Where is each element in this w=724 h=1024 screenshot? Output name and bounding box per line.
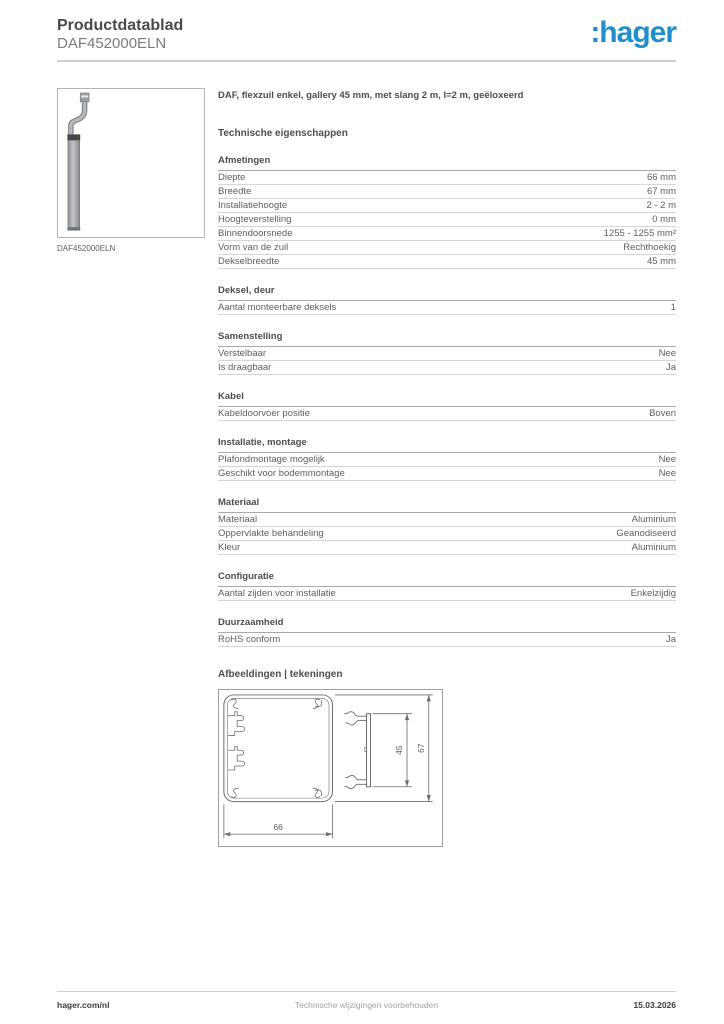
spec-row — [218, 407, 676, 421]
spec-label: Geschikt voor bodemmontage — [218, 468, 345, 479]
spec-row — [218, 301, 676, 315]
header-title-block — [57, 16, 183, 53]
spec-value: 1255 - 1255 mm² — [603, 228, 676, 239]
spec-section-heading: Afmetingen — [218, 155, 676, 171]
spec-section — [218, 437, 676, 481]
spec-value: 67 mm — [646, 186, 676, 197]
product-image-caption: DAF452000ELN — [57, 244, 116, 253]
spec-section-heading: Configuratie — [218, 571, 676, 587]
spec-value: Geanodiseerd — [616, 528, 676, 539]
spec-value: Enkelzijdig — [630, 588, 676, 599]
spec-row — [218, 453, 676, 467]
spec-value: Ja — [665, 362, 676, 373]
spec-label: Vorm van de zuil — [218, 242, 289, 253]
dimension-width-label: 66 — [273, 822, 283, 833]
spec-row — [218, 227, 676, 241]
spec-row — [218, 241, 676, 255]
specs-title: Technische eigenschappen — [218, 128, 348, 139]
spec-section — [218, 497, 676, 555]
spec-label: Oppervlakte behandeling — [218, 528, 324, 539]
spec-section-heading: Materiaal — [218, 497, 676, 513]
product-description: DAF, flexzuil enkel, gallery 45 mm, met slang 2 m, l=2 m, geëloxeerd — [218, 90, 524, 101]
spec-value: Nee — [658, 454, 676, 465]
spec-row — [218, 199, 676, 213]
technical-drawing — [218, 689, 443, 847]
footer — [57, 991, 676, 1010]
spec-value: 1 — [670, 302, 676, 313]
spec-label: RoHS conform — [218, 634, 281, 645]
page-title: Productdatablad — [57, 17, 184, 34]
spec-value: Boven — [649, 408, 676, 419]
spec-label: Hoogteverstelling — [218, 214, 292, 225]
spec-value: Aluminium — [631, 514, 676, 525]
spec-row — [218, 171, 676, 185]
spec-section — [218, 285, 676, 315]
spec-section — [218, 331, 676, 375]
dimension-cover-label: 45 — [394, 745, 405, 755]
spec-label: Kabeldoorvoer positie — [218, 408, 310, 419]
spec-row — [218, 513, 676, 527]
profile-cross-section-drawing — [219, 690, 442, 846]
spec-value: Nee — [658, 468, 676, 479]
left-column — [57, 88, 205, 847]
dimension-height-label: 67 — [415, 743, 426, 753]
spec-label: Is draagbaar — [218, 362, 272, 373]
spec-label: Aantal monteerbare deksels — [218, 302, 337, 313]
spec-label: Verstelbaar — [218, 348, 267, 359]
right-column — [218, 88, 676, 847]
spec-label: Materiaal — [218, 514, 258, 525]
spec-value: Aluminium — [631, 542, 676, 553]
spec-section-heading: Duurzaamheid — [218, 617, 676, 633]
spec-label: Breedte — [218, 186, 252, 197]
spec-section-heading: Kabel — [218, 391, 676, 407]
spec-label: Binnendoorsnede — [218, 228, 293, 239]
spec-section-heading: Installatie, montage — [218, 437, 676, 453]
hager-logo: :hager — [590, 16, 676, 49]
main-content — [0, 62, 724, 847]
footer-website: hager.com/nl — [57, 1000, 110, 1010]
header — [0, 0, 724, 53]
product-photo-graphic — [58, 89, 204, 237]
spec-label: Aantal zijden voor installatie — [218, 588, 336, 599]
spec-row — [218, 255, 676, 269]
spec-section — [218, 155, 676, 269]
spec-value: 2 - 2 m — [646, 200, 676, 211]
product-code: DAF452000ELN — [57, 35, 167, 52]
spec-section — [218, 571, 676, 601]
spec-row — [218, 527, 676, 541]
spec-row — [218, 347, 676, 361]
spec-row — [218, 541, 676, 555]
footer-date: 15.03.2026 — [633, 1000, 676, 1010]
spec-value: 66 mm — [646, 172, 676, 183]
spec-label: Kleur — [218, 542, 241, 553]
spec-row — [218, 467, 676, 481]
spec-row — [218, 185, 676, 199]
spec-value: Nee — [658, 348, 676, 359]
spec-row — [218, 587, 676, 601]
footer-disclaimer: Technische wijzigingen voorbehouden — [294, 1000, 439, 1010]
drawings-heading: Afbeeldingen | tekeningen — [218, 669, 343, 680]
spec-section-heading: Deksel, deur — [218, 285, 676, 301]
spec-row — [218, 633, 676, 647]
spec-label: Installatiehoogte — [218, 200, 288, 211]
spec-row — [218, 213, 676, 227]
spec-label: Plafondmontage mogelijk — [218, 454, 325, 465]
spec-label: Dekselbreedte — [218, 256, 280, 267]
spec-value: Rechthoekig — [623, 242, 676, 253]
spec-section-heading: Samenstelling — [218, 331, 676, 347]
spec-label: Diepte — [218, 172, 246, 183]
spec-value: Ja — [665, 634, 676, 645]
spec-row — [218, 361, 676, 375]
spec-section — [218, 391, 676, 421]
product-image — [57, 88, 205, 238]
spec-value: 0 mm — [652, 214, 676, 225]
spec-section — [218, 617, 676, 647]
spec-value: 45 mm — [646, 256, 676, 267]
spec-sections — [218, 155, 676, 647]
